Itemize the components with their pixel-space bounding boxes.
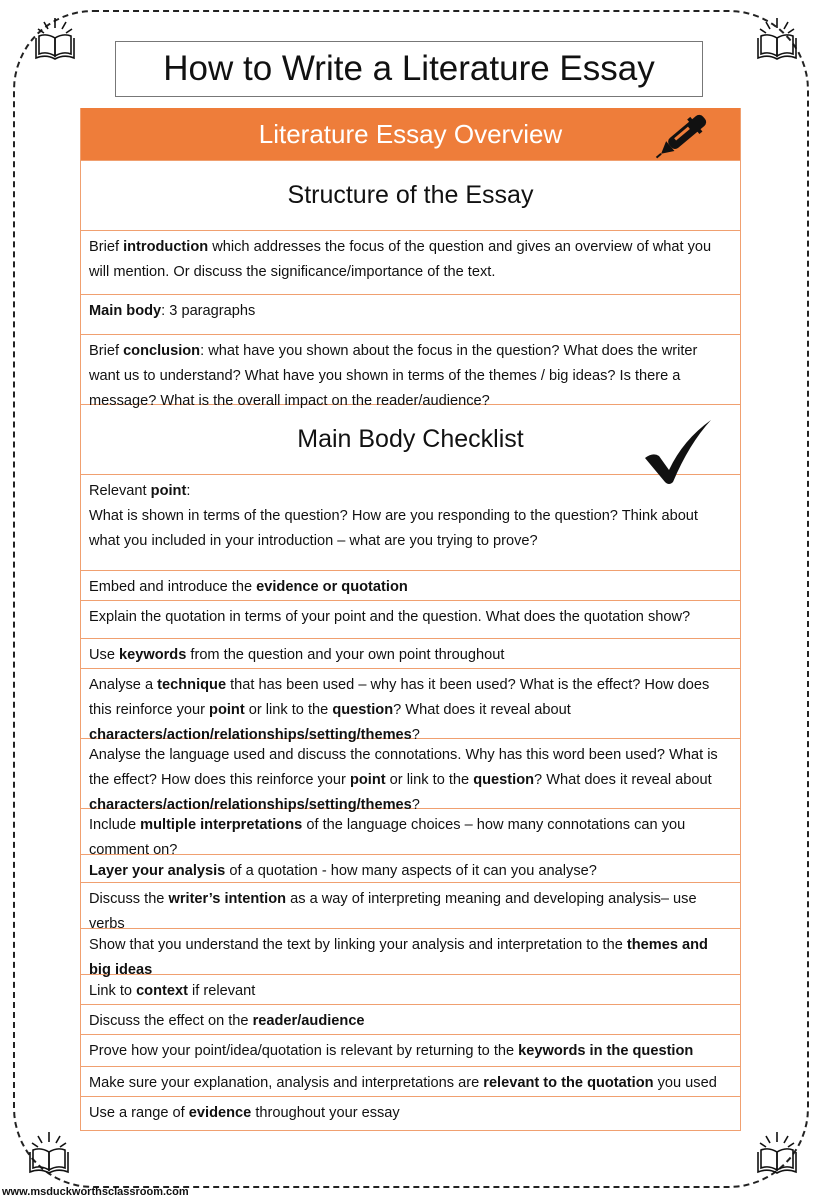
checklist-row [81, 738, 740, 813]
checklist-row [81, 882, 740, 932]
checklist-row [81, 638, 740, 668]
open-book-icon [752, 14, 802, 64]
checklist-row [81, 474, 740, 570]
open-book-icon [30, 14, 80, 64]
row-text: ? What does it reveal about [393, 702, 571, 718]
row-text: Use a range of [89, 1105, 189, 1121]
structure-heading: Structure of the Essay [81, 160, 740, 230]
pen-icon [655, 98, 723, 164]
row-text: if relevant [187, 983, 256, 999]
row-text: Brief [89, 239, 124, 255]
key-term: introduction [123, 239, 209, 255]
key-term: question [332, 702, 394, 718]
row-text: as a way of interpreting meaning and developing analysis– use verbs [89, 891, 697, 932]
key-term: context [136, 983, 188, 999]
checklist-row [81, 334, 740, 409]
row-text: of a quotation - how many aspects of it can you analyse? [225, 863, 597, 879]
checklist-row [81, 1096, 740, 1130]
row-text: you used [653, 1075, 717, 1091]
row-text: or link to the [385, 772, 474, 788]
row-text: Brief [89, 343, 124, 359]
key-term: point [209, 702, 245, 718]
row-text: Analyse the language used and discuss the connotations. Why has this word been used? What is the effect? How does this reinforce your [89, 747, 718, 788]
checklist-row [81, 974, 740, 1004]
key-term: technique [157, 677, 227, 693]
row-text: Prove how your point/idea/quotation is relevant by returning to the [89, 1043, 519, 1059]
checklist-row [81, 668, 740, 743]
key-term: characters/action/relationships/setting/themes [89, 727, 412, 743]
checklist-row [81, 570, 740, 600]
row-text: or link to the [244, 702, 333, 718]
key-term: question [473, 772, 535, 788]
page-title: How to Write a Literature Essay [115, 41, 703, 97]
checklist-row [81, 230, 740, 294]
key-term: multiple interpretations [140, 817, 303, 833]
row-text: Make sure your explanation, analysis and interpretations are [89, 1075, 484, 1091]
checklist-row [81, 1004, 740, 1034]
row-text: Discuss the [89, 891, 169, 907]
checklist-row [81, 1034, 740, 1066]
checklist-row [81, 1066, 740, 1096]
checklist-row [81, 808, 740, 858]
open-book-icon [752, 1128, 802, 1178]
key-term: evidence or quotation [256, 579, 408, 595]
row-text: that has been used – why has it been used? What is the effect? How does this reinforce your [89, 677, 710, 718]
row-text: : [186, 483, 191, 499]
row-text: Explain the quotation in terms of your point and the question. What does the quotation show? [89, 609, 691, 625]
row-text: Use [89, 647, 120, 663]
row-text: of the language choices – how many connotations can you comment on? [89, 817, 686, 858]
key-term: conclusion [123, 343, 201, 359]
checklist-row [81, 854, 740, 882]
row-text: Embed and introduce the [89, 579, 257, 595]
open-book-icon [24, 1128, 74, 1178]
key-term: reader/audience [252, 1013, 365, 1029]
key-term: writer’s intention [168, 891, 287, 907]
key-term: evidence [188, 1105, 252, 1121]
key-term: Layer your analysis [89, 863, 226, 879]
row-text: Link to [89, 983, 137, 999]
checkmark-icon [643, 418, 715, 486]
row-text: throughout your essay [251, 1105, 400, 1121]
checklist-heading: Main Body Checklist [81, 404, 740, 474]
row-text: Discuss the effect on the [89, 1013, 253, 1029]
row-text: from the question and your own point throughout [186, 647, 505, 663]
footer-url: www.msduckworthsclassroom.com [2, 1186, 189, 1198]
row-text: Analyse a [89, 677, 158, 693]
checklist-row [81, 600, 740, 638]
key-term: characters/action/relationships/setting/themes [89, 797, 412, 813]
key-term: relevant to the quotation [483, 1075, 654, 1091]
key-term: themes and big ideas [89, 937, 708, 978]
essay-overview-table [80, 108, 741, 1131]
row-text: Show that you understand the text by linking your analysis and interpretation to the [89, 937, 627, 953]
row-text: ? [411, 727, 420, 743]
row-text: What is shown in terms of the question? How are you responding to the question? Think about what you included in your introduction – what are you trying to prove? [89, 508, 698, 549]
key-term: point [150, 483, 187, 499]
checklist-row [81, 928, 740, 978]
row-text: Include [89, 817, 141, 833]
checklist-row [81, 294, 740, 334]
overview-banner: Literature Essay Overview [81, 108, 740, 160]
row-text: : what have you shown about the focus in the question? What does the writer want us to understand? What have you shown in terms of the themes / big ideas? Is there a message? What is the overall impact on the reader/audience? [89, 343, 698, 409]
row-text: ? [411, 797, 420, 813]
row-text: : 3 paragraphs [161, 303, 256, 319]
key-term: keywords in the question [518, 1043, 694, 1059]
row-text: Relevant [89, 483, 151, 499]
key-term: Main body [89, 303, 162, 319]
row-text: which addresses the focus of the question and gives an overview of what you will mention. Or discuss the significance/importance of the text. [89, 239, 712, 280]
row-text: ? What does it reveal about [534, 772, 712, 788]
key-term: keywords [119, 647, 187, 663]
key-term: point [349, 772, 386, 788]
